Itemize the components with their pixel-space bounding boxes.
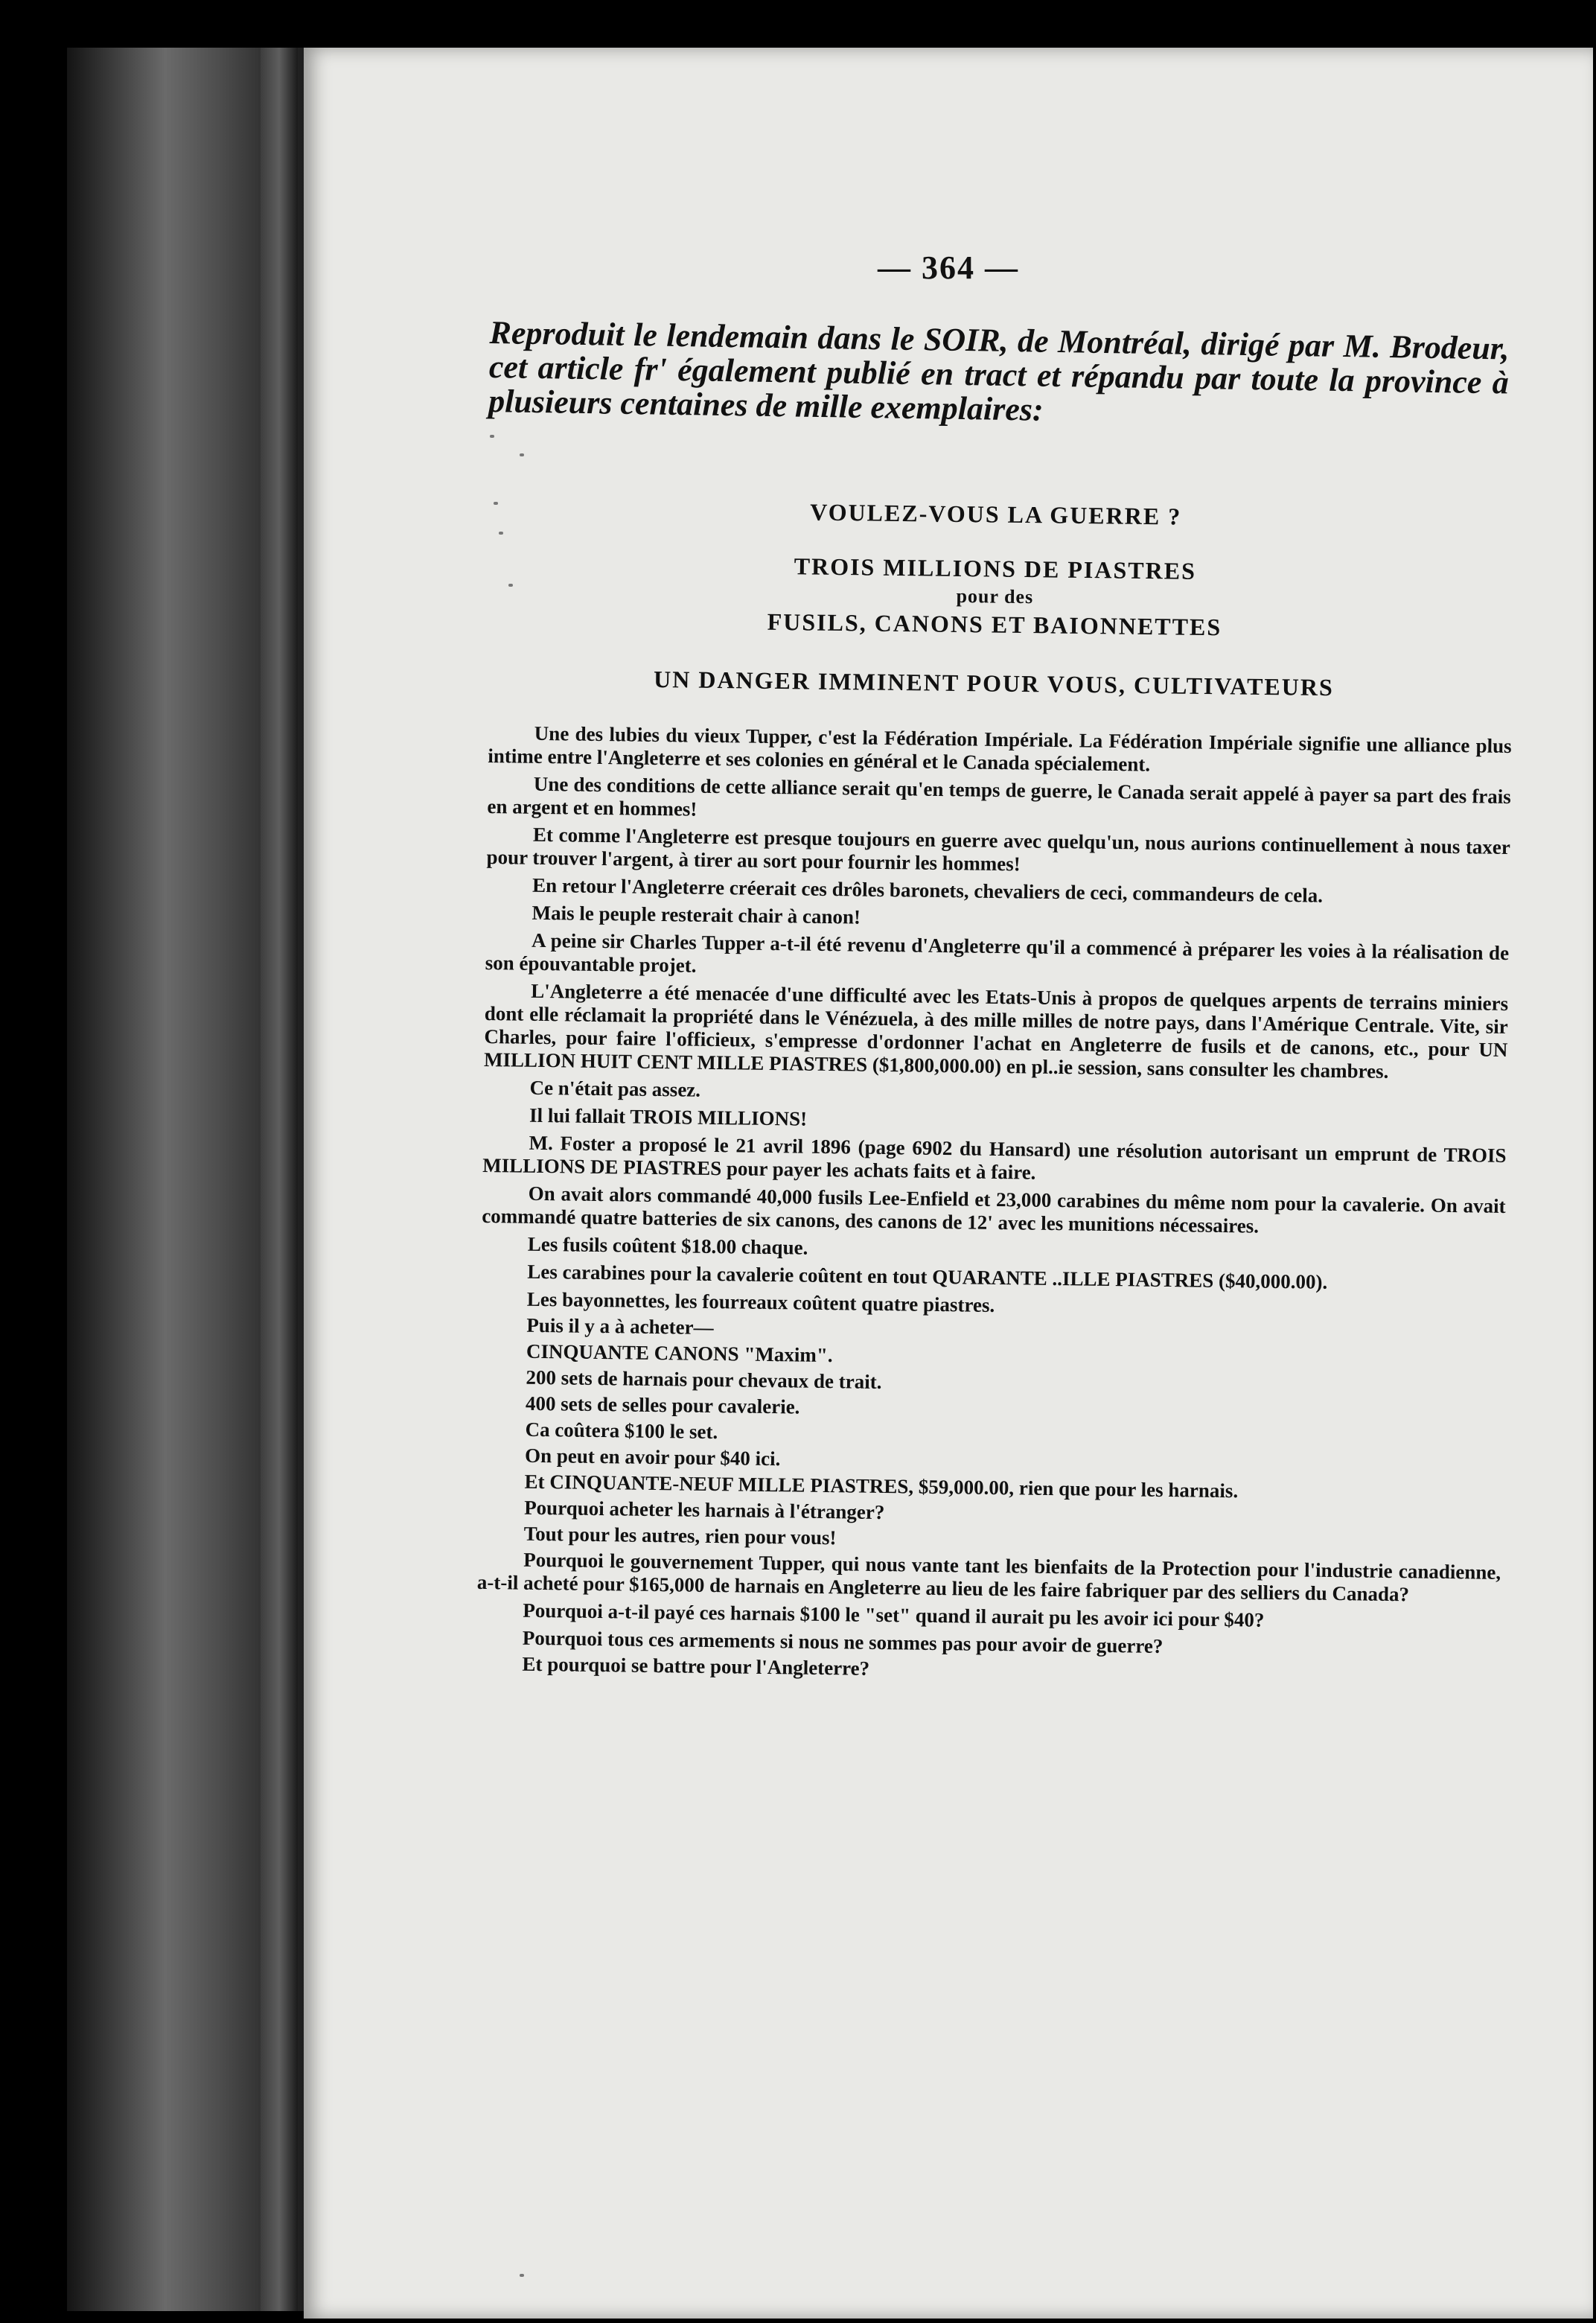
paragraph: Une des conditions de cette alliance serait qu'en temps de guerre, le Canada serait appelé à payer sa part des frais en argent et en hommes! <box>487 772 1511 820</box>
scan-speck <box>499 532 503 535</box>
scan-speck <box>520 453 524 456</box>
tract-headings <box>473 494 1517 704</box>
paragraph: Une des lubies du vieux Tupper, c'est la Fédération Impériale. La Fédération Impériale signifie une alliance plus intime entre l'Angleterre et ses colonies en général et le Canada spécialement. <box>488 721 1512 776</box>
paragraph: Mais le peuple resterait chair à canon! <box>532 901 861 928</box>
paragraph: Pourquoi le gouvernement Tupper, qui nous vante tant les bienfaits de la Protection pour l'industrie canadienne, a-t-il acheté pour $165,000 de harnais en Angleterre au lieu de les faire fabriquer par des selliers du Canada? <box>476 1548 1501 1606</box>
scan-speck <box>494 502 498 505</box>
list-line: 200 sets de harnais pour chevaux de trait. <box>526 1366 882 1393</box>
document-page <box>304 48 1593 2319</box>
list-line: Ca coûtera $100 le set. <box>525 1418 718 1444</box>
tract-title: VOULEZ-VOUS LA GUERRE ? <box>810 498 1182 530</box>
list-line: Tout pour les autres, rien pour vous! <box>523 1522 837 1549</box>
paragraph: Et comme l'Angleterre est presque toujours en guerre avec quelqu'un, nous aurions continuellement à nous taxer pour trouver l'argent, à tirer au sort pour fournir les hommes! <box>486 823 1511 876</box>
paragraph: A peine sir Charles Tupper a-t-il été revenu d'Angleterre qu'il a commencé à préparer les voies à la réalisation de son épouvantable projet. <box>485 928 1510 977</box>
paragraph: Les fusils coûtent $18.00 chaque. <box>527 1232 808 1259</box>
list-line: On peut en avoir pour $40 ici. <box>524 1444 781 1470</box>
list-line: Et CINQUANTE-NEUF MILLE PIASTRES, $59,000.00, rien que pour les harnais. <box>524 1470 1239 1503</box>
scan-speck <box>490 435 494 438</box>
list-line: Et pourquoi se battre pour l'Angleterre? <box>522 1652 870 1680</box>
tract-body <box>476 721 1512 1692</box>
paragraph: Les carabines pour la cavalerie coûtent en tout QUARANTE ..ILLE PIASTRES ($40,000.00). <box>527 1260 1328 1293</box>
list-line: Puis il y a à acheter— <box>526 1313 714 1339</box>
paragraph: M. Foster a proposé le 21 avril 1896 (page 6902 du Hansard) une résolution autorisant un emprunt de TROIS MILLIONS DE PIASTRES pour payer les achats faits et à faire. <box>482 1131 1507 1184</box>
page-number: — 364 — <box>878 249 1019 286</box>
scan-speck <box>520 2274 524 2277</box>
paragraph: On avait alors commandé 40,000 fusils Lee-Enfield et 23,000 carabines du même nom pour la cavalerie. On avait commandé quatre batteries de six canons, des canons de 12' avec les munitions nécessaires. <box>482 1182 1506 1237</box>
tract-subtitle-line-3: FUSILS, CANONS ET BAIONNETTES <box>767 608 1222 641</box>
paragraph: Il lui fallait TROIS MILLIONS! <box>529 1103 808 1130</box>
tract-subtitle-line-2: pour des <box>956 584 1034 608</box>
list-line: Les bayonnettes, les fourreaux coûtent quatre piastres. <box>526 1287 995 1316</box>
list-line: 400 sets de selles pour cavalerie. <box>525 1392 800 1418</box>
list-line: Pourquoi tous ces armements si nous ne sommes pas pour avoir de guerre? <box>522 1626 1164 1657</box>
paragraph: Ce n'était pas assez. <box>529 1076 701 1101</box>
intro-paragraph: Reproduit le lendemain dans le SOIR, de Montréal, dirigé par M. Brodeur, cet article fr' également publié en tract et répandu par toute la province à plusieurs centaines de mille exemplaires: <box>488 314 1510 428</box>
scan-speck <box>508 584 513 587</box>
book-gutter <box>261 48 298 2311</box>
tract-subtitle-line-4: UN DANGER IMMINENT POUR VOUS, CULTIVATEURS <box>653 665 1334 701</box>
paragraph: Pourquoi a-t-il payé ces harnais $100 le "set" quand il aurait pu les avoir ici pour $40? <box>523 1599 1265 1631</box>
paragraph: L'Angleterre a été menacée d'une difficulté avec les Etats-Unis à propos de quelques arpents de terrains miniers dont elle réclamait la propriété dans le Vénézuela, à des mille milles de notre pays, dans l'Amérique Centrale. Vite, sir Charles, pour faire l'officieux, s'empresse d'ordonner l'achat en Angleterre de fusils et de canons, etc., pour UN MILLION HUIT CENT MILLE PIASTRES ($1,800,000.00) en pl..ie session, sans consulter les chambres. <box>483 979 1509 1083</box>
paragraph: En retour l'Angleterre créerait ces drôles baronets, chevaliers de ceci, commandeurs de cela. <box>532 873 1324 907</box>
tract-subtitle-line-1: TROIS MILLIONS DE PIASTRES <box>794 552 1197 584</box>
list-line: Pourquoi acheter les harnais à l'étranger? <box>523 1496 885 1524</box>
list-line: CINQUANTE CANONS "Maxim". <box>526 1339 833 1367</box>
